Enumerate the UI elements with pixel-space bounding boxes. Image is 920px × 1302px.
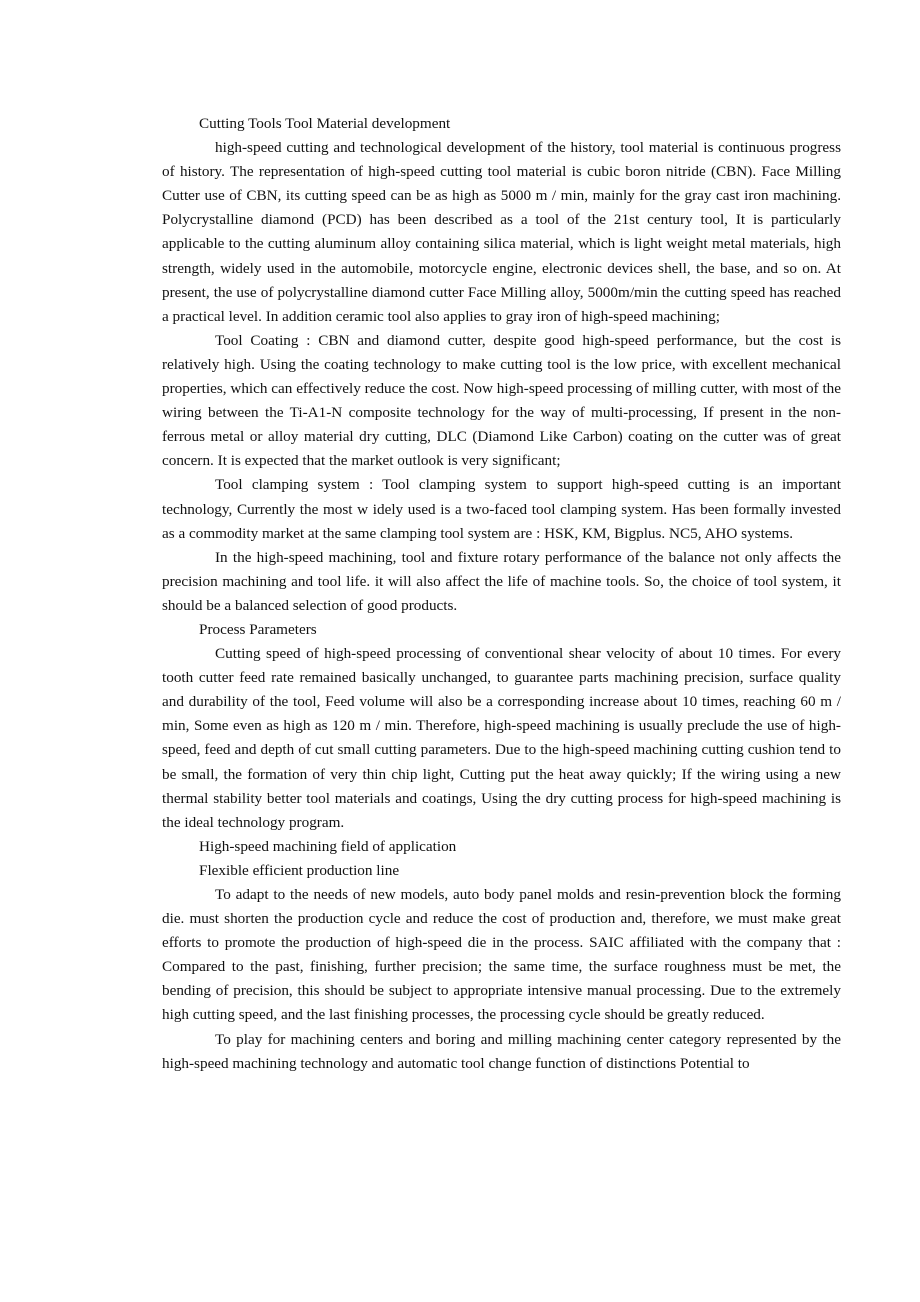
- paragraph-cutting-speed: Cutting speed of high-speed processing of conventional shear velocity of about 10 times. For every tooth cutter feed rate remained basically unchanged, to guarantee parts machining precision, surface quality and durability of the tool, Feed volume will also be a corresponding increase about 10 times, reaching 60 m / min, Some even as high as 120 m / min. Therefore, high-speed machining is usually preclude the use of high-speed, feed and depth of cut small cutting parameters. Due to the high-speed machining cutting cushion tend to be small, the formation of very thin chip light, Cutting put the heat away quickly; If the wiring using a new thermal stability better tool materials and coatings, Using the dry cutting process for high-speed machining is the ideal technology program.: [162, 645, 841, 831]
- section-heading-field-of-application: High-speed machining field of application: [199, 837, 457, 855]
- paragraph-tool-coating: Tool Coating : CBN and diamond cutter, despite good high-speed performance, but the cost is relatively high. Using the coating technology to make cutting tool is the low price, with excellent mechanical properties, which can effectively reduce the cost. Now high-speed processing of milling cutter, with most of the wiring between the Ti-A1-N composite technology for the way of multi-processing, If present in the non-ferrous metal or alloy material dry cutting, DLC (Diamond Like Carbon) coating on the cutter was of great concern. It is expected that the market outlook is very significant;: [162, 331, 841, 470]
- paragraph-new-models: To adapt to the needs of new models, auto body panel molds and resin-prevention block the forming die. must shorten the production cycle and reduce the cost of production and, therefore, we must make great efforts to promote the production of high-speed die in the process. SAIC affiliated with the company that : Compared to the past, finishing, further precision; the same time, the surface roughness must be met, the bending of precision, this should be subject to appropriate intensive manual processing. Due to the extremely high cutting speed, and the last finishing processes, the processing cycle should be greatly reduced.: [162, 886, 841, 1024]
- paragraph-balance: In the high-speed machining, tool and fixture rotary performance of the balance not only affects the precision machining and tool life. it will also affect the life of machine tools. So, the choice of tool system, it should be a balanced selection of good products.: [162, 548, 841, 614]
- paragraph-tool-material: high-speed cutting and technological development of the history, tool material is continuous progress of history. The representation of high-speed cutting tool material is cubic boron nitride (CBN). Face Milling Cutter use of CBN, its cutting speed can be as high as 5000 m / min, mainly for the gray cast iron machining. Polycrystalline diamond (PCD) has been described as a tool of the 21st century tool, It is particularly applicable to the cutting aluminum alloy containing silica material, which is light weight metal materials, high strength, widely used in the automobile, motorcycle engine, electronic devices shell, the base, and so on. At present, the use of polycrystalline diamond cutter Face Milling alloy, 5000m/min the cutting speed has reached a practical level. In addition ceramic tool also applies to gray iron of high-speed machining;: [162, 139, 841, 325]
- section-heading-production-line: Flexible efficient production line: [199, 861, 400, 879]
- document-page: [162, 112, 841, 1076]
- section-heading-tool-material: Cutting Tools Tool Material development: [199, 115, 451, 132]
- section-heading-process-parameters: Process Parameters: [199, 620, 317, 638]
- paragraph-tool-clamping-system: Tool clamping system : Tool clamping system to support high-speed cutting is an important technology, Currently the most w idely used is a two-faced tool clamping system. Has been formally invested as a commodity market at the same clamping tool system are : HSK, KM, Bigplus. NC5, AHO systems.: [162, 476, 841, 542]
- paragraph-machining-centers: To play for machining centers and boring and milling machining center category represented by the high-speed machining technology and automatic tool change function of distinctions Potential to: [162, 1030, 841, 1072]
